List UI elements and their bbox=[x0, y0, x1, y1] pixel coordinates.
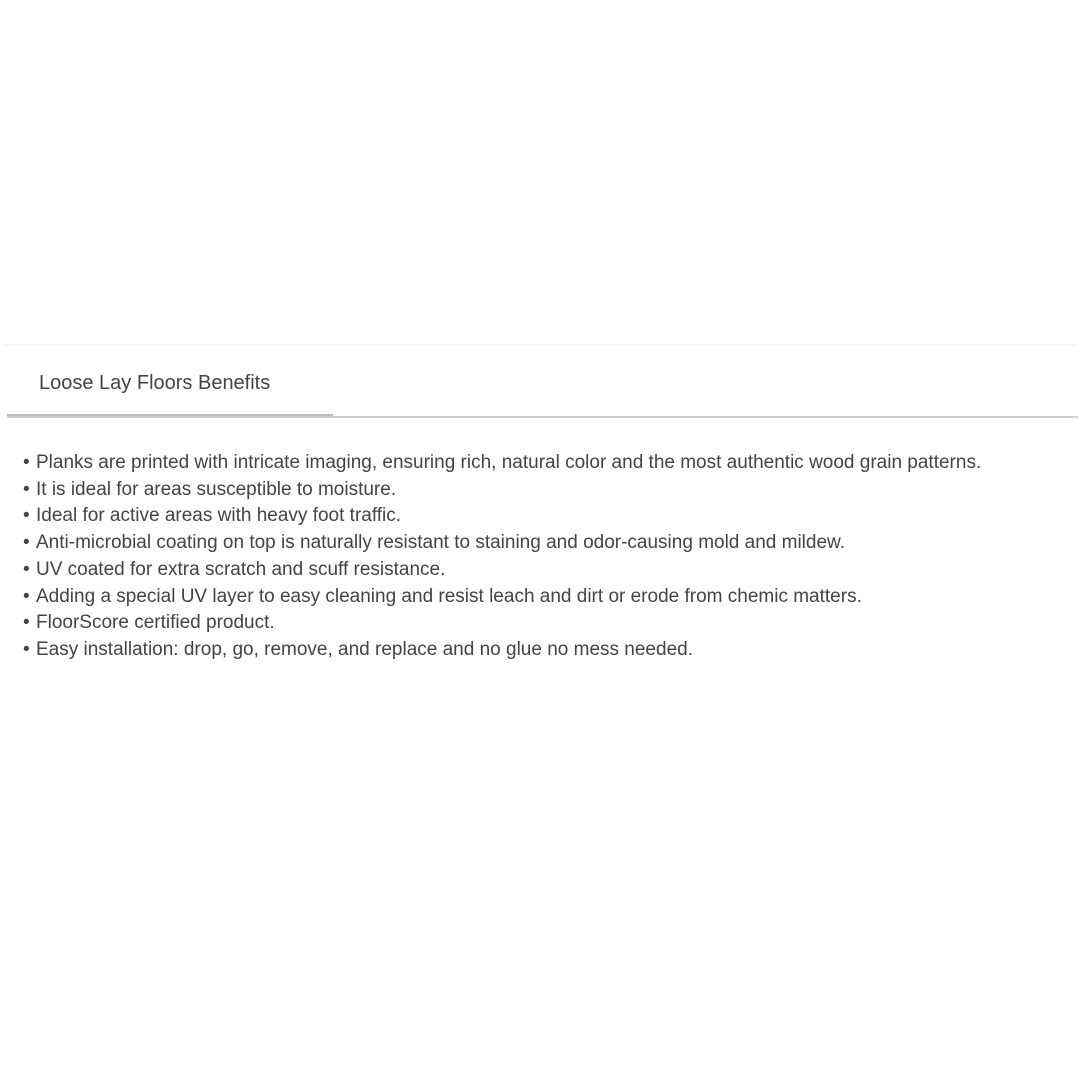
list-item-text: It is ideal for areas susceptible to moisture. bbox=[36, 478, 397, 500]
list-item-text: Planks are printed with intricate imaging, ensuring rich, natural color and the most authentic wood grain patterns. bbox=[36, 452, 982, 473]
product-details-panel bbox=[0, 344, 1080, 660]
list-item bbox=[23, 637, 1075, 664]
list-item-text: UV coated for extra scratch and scuff resistance. bbox=[36, 558, 446, 580]
tab-loose-lay-floors-benefits[interactable] bbox=[7, 346, 333, 416]
list-item-text: Ideal for active areas with heavy foot traffic. bbox=[36, 505, 402, 527]
tab-label: Loose Lay Floors Benefits bbox=[39, 372, 271, 394]
list-item bbox=[23, 450, 1075, 477]
bullet-icon: • bbox=[23, 638, 30, 660]
bullet-icon: • bbox=[23, 478, 30, 500]
list-item bbox=[23, 584, 1075, 611]
bullet-icon: • bbox=[23, 532, 30, 554]
list-item bbox=[23, 503, 1075, 530]
list-item bbox=[23, 610, 1075, 637]
benefits-list bbox=[23, 450, 1075, 664]
list-item-text: Easy installation: drop, go, remove, and replace and no glue no mess needed. bbox=[36, 638, 693, 660]
tab-bar bbox=[7, 346, 1078, 418]
bullet-icon: • bbox=[23, 505, 30, 527]
bullet-icon: • bbox=[23, 558, 30, 580]
list-item-text: Adding a special UV layer to easy cleaning and resist leach and dirt or erode from chemic matters. bbox=[36, 585, 862, 607]
list-item-text: Anti-microbial coating on top is naturally resistant to staining and odor-causing mold and mildew. bbox=[36, 532, 845, 554]
list-item bbox=[23, 557, 1075, 584]
list-item bbox=[23, 477, 1075, 504]
list-item bbox=[23, 530, 1075, 557]
list-item-text: FloorScore certified product. bbox=[36, 612, 275, 634]
bullet-icon: • bbox=[23, 452, 30, 473]
bullet-icon: • bbox=[23, 612, 30, 634]
bullet-icon: • bbox=[23, 585, 30, 607]
